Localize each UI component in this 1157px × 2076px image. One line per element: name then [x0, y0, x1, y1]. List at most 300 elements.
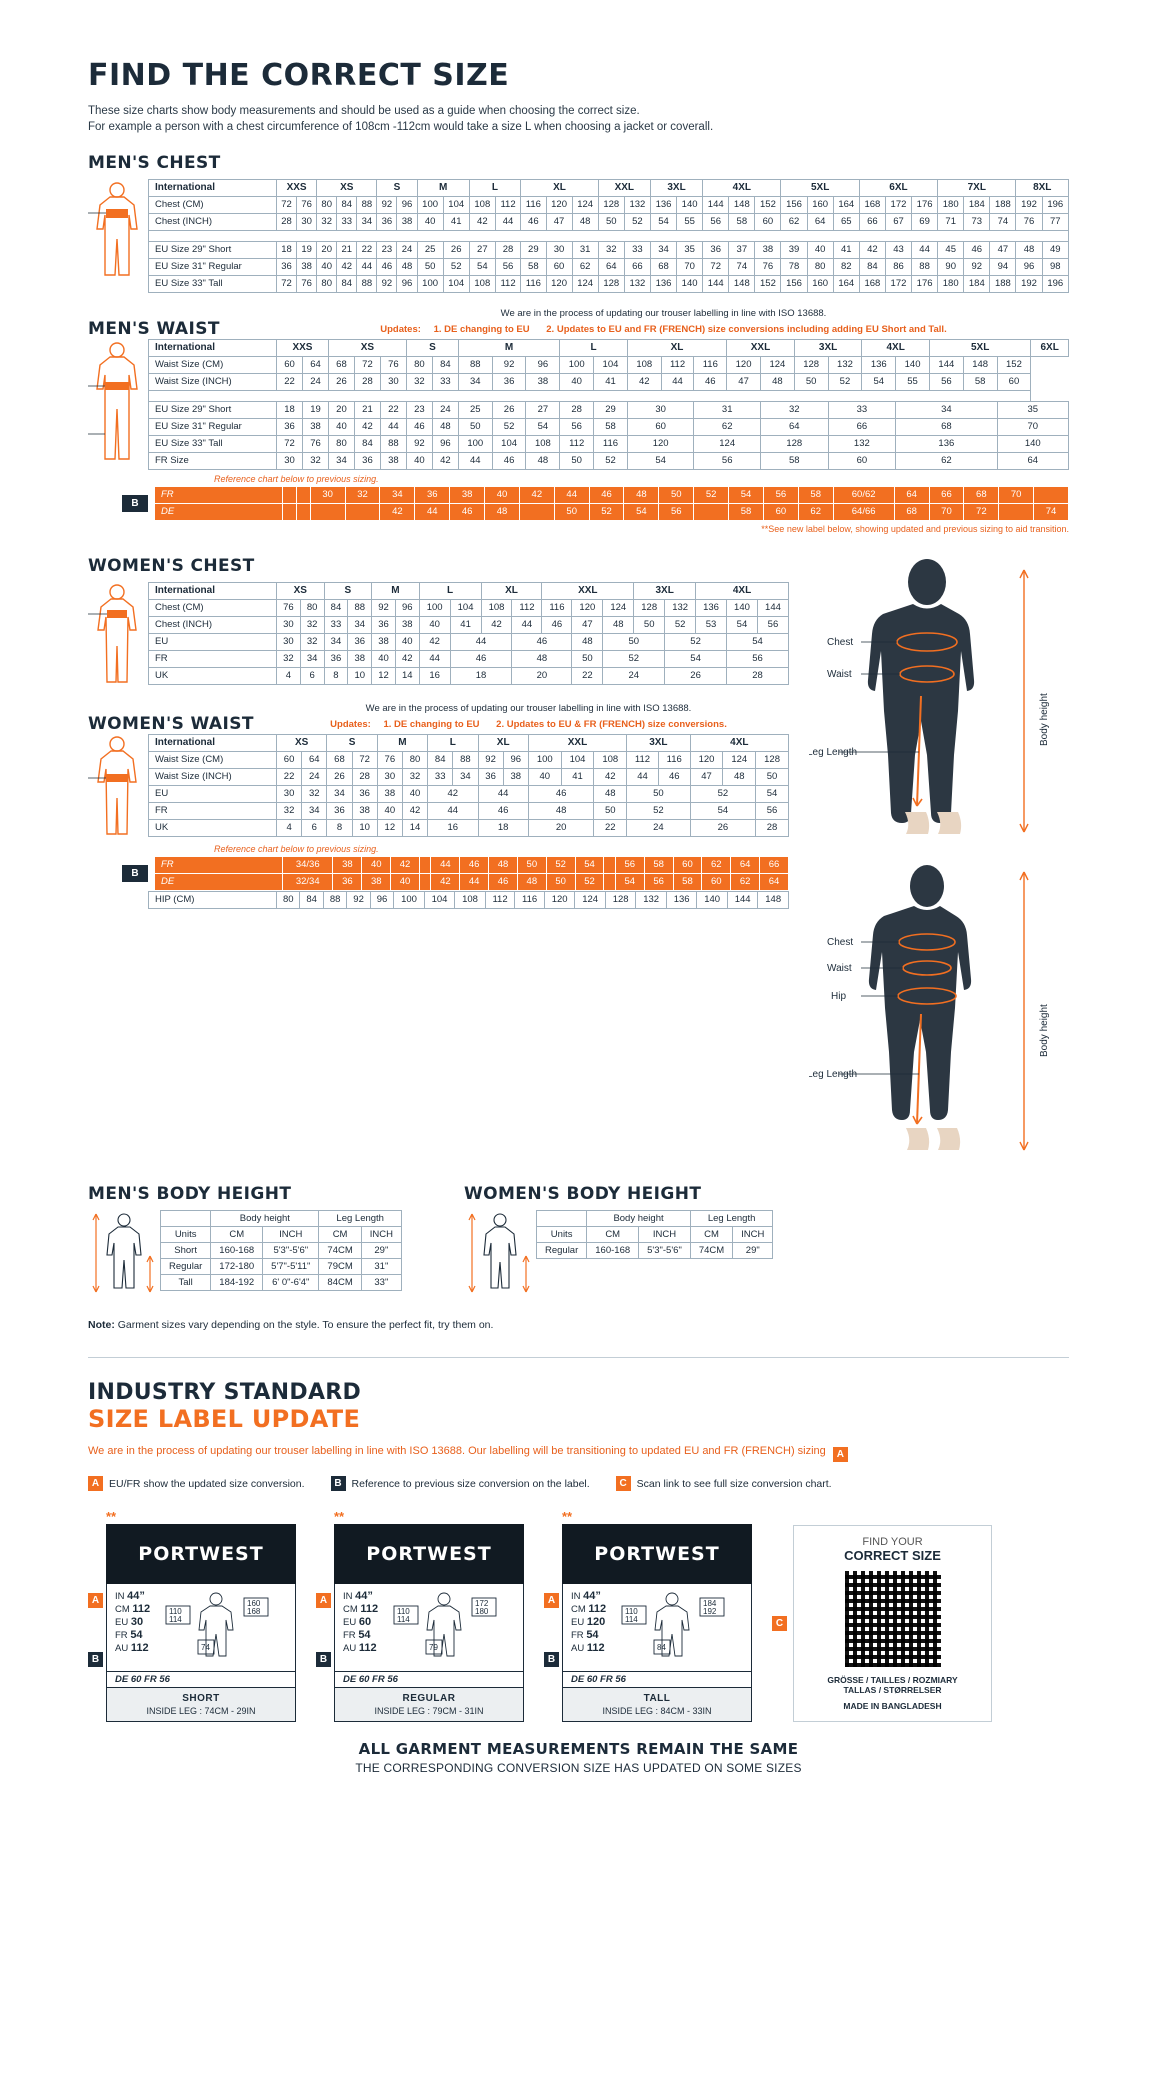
cell: 60	[763, 504, 798, 521]
cell: 76	[302, 436, 328, 453]
cell: 31"	[361, 1259, 401, 1275]
cell: 124	[572, 197, 598, 214]
col-s: S	[377, 180, 417, 197]
cell: 34	[324, 634, 348, 651]
mens-waist-block	[88, 339, 1069, 470]
cell: 88	[453, 752, 478, 769]
cell: 35	[677, 242, 703, 259]
label-card-regular	[316, 1509, 526, 1722]
cell: 80	[300, 600, 324, 617]
cell: 19	[297, 242, 317, 259]
cell: 36	[703, 242, 729, 259]
cell: 56	[756, 803, 789, 820]
cell: 26	[328, 374, 354, 391]
label-codes	[335, 1584, 382, 1671]
cell: 31	[694, 402, 761, 419]
table-row	[149, 402, 1069, 419]
table-row	[149, 436, 1069, 453]
brand-name: PORTWEST	[366, 1543, 492, 1565]
cell: 52	[665, 634, 727, 651]
cell: 172-180	[211, 1259, 263, 1275]
mens-body-height-block	[88, 1184, 402, 1301]
cell: 40	[395, 634, 419, 651]
cell: 10	[348, 668, 372, 685]
code-key: FR	[115, 1630, 128, 1641]
mens-waist-updates	[258, 324, 1069, 335]
cell: 50	[554, 504, 589, 521]
cell: 88	[357, 276, 377, 293]
cell: 40	[377, 803, 402, 820]
cell	[345, 504, 380, 521]
col-cm-leg: CM	[690, 1227, 732, 1243]
table-row	[161, 1259, 402, 1275]
cell: 48	[512, 651, 572, 668]
cell: 24	[397, 242, 417, 259]
table-row	[536, 1243, 772, 1259]
table-row	[149, 769, 789, 786]
cell: 32	[302, 786, 327, 803]
row-label: Chest (CM)	[149, 600, 277, 617]
qr-card[interactable]	[793, 1525, 992, 1722]
cell: 44	[357, 259, 377, 276]
cell	[419, 857, 430, 874]
industry-lead	[88, 1445, 1069, 1462]
cell: 32	[302, 453, 328, 470]
cell: 39	[781, 242, 807, 259]
cell: 46	[489, 874, 518, 891]
cell: 132	[665, 600, 696, 617]
col-inch: INCH	[263, 1227, 319, 1243]
cell: 54	[469, 259, 495, 276]
cell: 96	[503, 752, 528, 769]
col-international: International	[149, 735, 277, 752]
table-row	[155, 504, 1069, 521]
cell: 112	[661, 357, 694, 374]
label-inside-leg: INSIDE LEG : 79CM - 31IN	[374, 1706, 484, 1716]
code-val: 112	[358, 1642, 377, 1654]
cell: 60	[755, 214, 781, 231]
womens-waist-updates	[268, 719, 789, 730]
row-label: Tall	[161, 1275, 211, 1291]
key-c-text: Scan link to see full size conversion chart.	[636, 1477, 832, 1490]
cell: 28	[495, 242, 520, 259]
cell: 52	[546, 857, 575, 874]
cell: 136	[666, 892, 697, 909]
label-stars: **	[106, 1509, 117, 1524]
row-label: DE	[155, 504, 283, 521]
cell: 136	[696, 600, 727, 617]
cell: 76	[377, 752, 402, 769]
qr-block	[772, 1525, 992, 1722]
label-stars: **	[562, 1509, 573, 1524]
cell: 54	[650, 214, 676, 231]
cell: 120	[627, 436, 694, 453]
qr-foot-2: TALLAS / STØRRELSER	[843, 1685, 942, 1695]
cell: 96	[397, 276, 417, 293]
cell: 60	[673, 857, 702, 874]
cell: 52	[694, 487, 729, 504]
cell: 58	[729, 214, 755, 231]
tag-c-marker: C	[772, 1616, 787, 1631]
womens-waist-table	[148, 734, 789, 837]
cell: 46	[478, 803, 528, 820]
cell: 136	[650, 276, 676, 293]
cell: 92	[377, 276, 397, 293]
cell	[999, 504, 1034, 521]
label-fit: TALL	[643, 1693, 671, 1704]
cell: 46	[589, 487, 624, 504]
cell: 33	[624, 242, 650, 259]
cell: 33	[828, 402, 896, 419]
cell: 32	[402, 769, 427, 786]
brand-name: PORTWEST	[594, 1543, 720, 1565]
code-key: IN	[343, 1591, 353, 1602]
cell: 192	[1016, 197, 1042, 214]
cell: 41	[594, 374, 628, 391]
cell: 168	[859, 197, 885, 214]
cell: 40	[560, 374, 594, 391]
table-row	[149, 786, 789, 803]
table-row	[149, 600, 789, 617]
cell: 44	[512, 617, 542, 634]
cell: 36	[354, 453, 380, 470]
cell: 90	[938, 259, 964, 276]
cell: 27	[526, 402, 560, 419]
cell: 104	[450, 600, 481, 617]
cell: 84	[300, 892, 323, 909]
cell: 42	[431, 874, 460, 891]
cell: 88	[912, 259, 938, 276]
cell: 18	[277, 242, 297, 259]
body-height-label: Body height	[1039, 693, 1050, 746]
cell: 20	[528, 820, 594, 837]
code-val: 54	[358, 1629, 371, 1641]
cell: 160-168	[211, 1243, 263, 1259]
cell: 56	[757, 617, 788, 634]
cell: 42	[395, 651, 419, 668]
key-a-text: EU/FR show the updated size conversion.	[109, 1477, 305, 1490]
cell: 76	[277, 600, 301, 617]
cell: 54	[627, 453, 694, 470]
cell: 46	[450, 651, 512, 668]
cell: 64	[760, 419, 828, 436]
cell: 42	[519, 487, 554, 504]
bottom-line-2: THE CORRESPONDING CONVERSION SIZE HAS UPDATED ON SOME SIZES	[355, 1761, 802, 1775]
cell: 76	[380, 357, 406, 374]
cell: 180	[938, 197, 964, 214]
industry-heading-2: SIZE LABEL UPDATE	[88, 1405, 361, 1433]
cell: 72	[354, 357, 380, 374]
fig-leg: 74	[201, 1643, 211, 1652]
cell: 52	[828, 374, 862, 391]
col-7xl: 7XL	[938, 180, 1016, 197]
cell: 56	[560, 419, 594, 436]
cell: 128	[598, 197, 624, 214]
fig-left-2: 114	[625, 1615, 638, 1624]
mens-waist-previous-table	[154, 486, 1069, 521]
cell: 34	[300, 651, 324, 668]
brand-name: PORTWEST	[138, 1543, 264, 1565]
col-leg-length: Leg Length	[690, 1211, 773, 1227]
cell: 65	[833, 214, 859, 231]
cell: 47	[572, 617, 603, 634]
womens-chest-heading: WOMEN'S CHEST	[88, 556, 255, 576]
cell: 180	[938, 276, 964, 293]
cell: 79CM	[319, 1259, 361, 1275]
tag-a-marker: A	[88, 1593, 103, 1608]
qr-line-2: CORRECT SIZE	[844, 1548, 941, 1563]
cell: 68	[894, 504, 929, 521]
cell: 124	[572, 276, 598, 293]
cell: 74	[729, 259, 755, 276]
cell: 140	[727, 600, 758, 617]
table-header-row	[536, 1211, 772, 1227]
cell	[694, 504, 729, 521]
code-val: 120	[586, 1616, 606, 1628]
cell: 58	[760, 453, 828, 470]
chest-label: Chest	[827, 937, 854, 948]
col-m: M	[377, 735, 427, 752]
cell: 188	[990, 197, 1016, 214]
cell: 40	[807, 242, 833, 259]
cell: 66	[624, 259, 650, 276]
cell: 48	[594, 786, 627, 803]
cell: 34	[302, 803, 327, 820]
cell: 48	[528, 803, 594, 820]
cell: 108	[481, 600, 512, 617]
cell: 56	[644, 874, 673, 891]
cell: 100	[560, 357, 594, 374]
row-label: EU Size 33" Tall	[149, 436, 277, 453]
table-subheader-row	[161, 1227, 402, 1243]
cell: 42	[402, 803, 427, 820]
cell: 24	[302, 769, 327, 786]
cell: 32	[277, 803, 302, 820]
section-divider	[88, 1357, 1069, 1358]
cell: 38	[397, 214, 417, 231]
cell: 41	[561, 769, 594, 786]
cell: 38	[348, 651, 372, 668]
qr-code[interactable]	[845, 1571, 941, 1667]
cell: 60	[277, 752, 302, 769]
cell: 60	[546, 259, 572, 276]
key-b-text: Reference to previous size conversion on the label.	[351, 1477, 590, 1490]
cell: 84	[337, 276, 357, 293]
cell: 144	[757, 600, 788, 617]
cell: 156	[781, 276, 807, 293]
cell: 104	[594, 357, 628, 374]
col-5xl: 5XL	[929, 340, 1030, 357]
qr-foot-1: GRÖSSE / TAILLES / ROZMIARY	[827, 1675, 958, 1685]
code-val: 54	[586, 1629, 599, 1641]
cell: 53	[696, 617, 727, 634]
cell: 116	[694, 357, 727, 374]
cell: 94	[990, 259, 1016, 276]
cell: 54	[729, 487, 764, 504]
cell: 28	[354, 374, 380, 391]
code-key: CM	[343, 1604, 358, 1615]
cell: 72	[277, 436, 303, 453]
cell: 100	[458, 436, 492, 453]
table-row	[149, 668, 789, 685]
cell: 56	[727, 651, 789, 668]
label-card-short	[88, 1509, 298, 1722]
row-label: FR Size	[149, 453, 277, 470]
cell: 34	[328, 453, 354, 470]
col-xxl: XXL	[528, 735, 626, 752]
table-header-row	[149, 340, 1069, 357]
col-l: L	[428, 735, 478, 752]
cell: 42	[428, 786, 478, 803]
cell: 24	[302, 374, 328, 391]
row-label: Chest (INCH)	[149, 214, 277, 231]
cell: 38	[380, 453, 406, 470]
cell: 184	[964, 197, 990, 214]
cell: 6' 0"-6'4"	[263, 1275, 319, 1291]
cell: 49	[1042, 242, 1068, 259]
code-val: 30	[130, 1616, 144, 1628]
cell: 58	[963, 374, 997, 391]
cell: 34	[357, 214, 377, 231]
cell: 88	[348, 600, 372, 617]
cell: 148	[729, 197, 755, 214]
cell: 60/62	[833, 487, 894, 504]
cell: 152	[755, 276, 781, 293]
cell: 38	[503, 769, 528, 786]
code-val: 112	[588, 1603, 607, 1615]
fig-right-1: 160	[247, 1599, 261, 1608]
cell: 44	[460, 874, 489, 891]
col-4xl: 4XL	[696, 583, 789, 600]
update-item-2: 2. Updates to EU & FR (FRENCH) size conversions.	[496, 719, 727, 730]
cell: 108	[627, 357, 661, 374]
cell: 5'3"-5'6"	[263, 1243, 319, 1259]
key-item-c	[616, 1476, 832, 1491]
cell: 16	[428, 820, 478, 837]
col-m: M	[458, 340, 559, 357]
brand-banner	[106, 1524, 296, 1584]
label-inside-leg: INSIDE LEG : 74CM - 29IN	[146, 1706, 256, 1716]
code-key: CM	[571, 1604, 586, 1615]
cell: 128	[598, 276, 624, 293]
code-key: AU	[115, 1643, 129, 1654]
cell: 128	[634, 600, 665, 617]
mens-waist-table	[148, 339, 1069, 470]
spacer-col	[88, 891, 148, 909]
code-val: 60	[358, 1616, 372, 1628]
col-units: Units	[536, 1227, 586, 1243]
cell: 92	[964, 259, 990, 276]
cell: 50	[458, 419, 492, 436]
col-xxl: XXL	[727, 340, 795, 357]
col-blank	[161, 1211, 211, 1227]
col-xl: XL	[478, 735, 528, 752]
cell: 42	[627, 374, 661, 391]
cell: 66	[828, 419, 896, 436]
key-item-a	[88, 1476, 305, 1491]
table-header-row	[149, 735, 789, 752]
table-row	[149, 803, 789, 820]
cell: 80	[402, 752, 427, 769]
label-figure	[610, 1584, 751, 1671]
cell: 96	[526, 357, 560, 374]
cell: 28	[727, 668, 789, 685]
cell: 92	[377, 197, 397, 214]
row-label: Short	[161, 1243, 211, 1259]
page-title: FIND THE CORRECT SIZE	[88, 58, 510, 93]
label-footer	[335, 1687, 523, 1721]
cell: 20	[328, 402, 354, 419]
cell: 48	[526, 453, 560, 470]
cell: 50	[598, 214, 624, 231]
cell: 28	[756, 820, 789, 837]
cell: 50	[417, 259, 443, 276]
cell: 18	[478, 820, 528, 837]
cell: 64	[760, 874, 789, 891]
cell: 124	[575, 892, 606, 909]
cell: 31	[572, 242, 598, 259]
womens-chest-block	[88, 582, 789, 686]
cell: 33	[432, 374, 458, 391]
cell: 42	[354, 419, 380, 436]
col-5xl: 5XL	[781, 180, 859, 197]
cell: 128	[794, 357, 828, 374]
label-inside-leg: INSIDE LEG : 84CM - 33IN	[602, 1706, 712, 1716]
cell: 20	[317, 242, 337, 259]
col-l: L	[560, 340, 628, 357]
cell: 96	[395, 600, 419, 617]
table-row	[155, 487, 1069, 504]
male-waist-figure	[88, 339, 148, 469]
cell: 54	[727, 634, 789, 651]
col-inch-leg: INCH	[733, 1227, 773, 1243]
col-body-height: Body height	[211, 1211, 319, 1227]
cell: 16	[419, 668, 450, 685]
cell: 52	[690, 786, 756, 803]
cell: 48	[760, 374, 794, 391]
cell: 116	[515, 892, 545, 909]
fig-leg: 84	[657, 1643, 667, 1652]
col-s: S	[324, 583, 372, 600]
table-header-row	[149, 180, 1069, 197]
cell: 46	[512, 634, 572, 651]
cell: 22	[357, 242, 377, 259]
cell: 70	[929, 504, 964, 521]
cell: 44	[428, 803, 478, 820]
col-3xl: 3XL	[650, 180, 702, 197]
cell: 100	[419, 600, 450, 617]
label-figure	[382, 1584, 523, 1671]
cell: 164	[833, 197, 859, 214]
cell: 72	[277, 276, 297, 293]
cell: 26	[665, 668, 727, 685]
cell: 52	[624, 214, 650, 231]
cell: 184-192	[211, 1275, 263, 1291]
code-val: 112	[586, 1642, 605, 1654]
cell: 34/36	[283, 857, 333, 874]
cell: 30	[277, 786, 302, 803]
label-de-line: DE 60 FR 56	[563, 1671, 751, 1687]
update-item-1: 1. DE changing to EU	[383, 719, 480, 730]
cell: 148	[729, 276, 755, 293]
cell: 58	[644, 857, 673, 874]
cell: 33	[428, 769, 453, 786]
cell: 30	[377, 769, 402, 786]
cell: 44	[419, 651, 450, 668]
cell: 52	[665, 617, 696, 634]
cell: 43	[885, 242, 911, 259]
cell: 30	[310, 487, 345, 504]
